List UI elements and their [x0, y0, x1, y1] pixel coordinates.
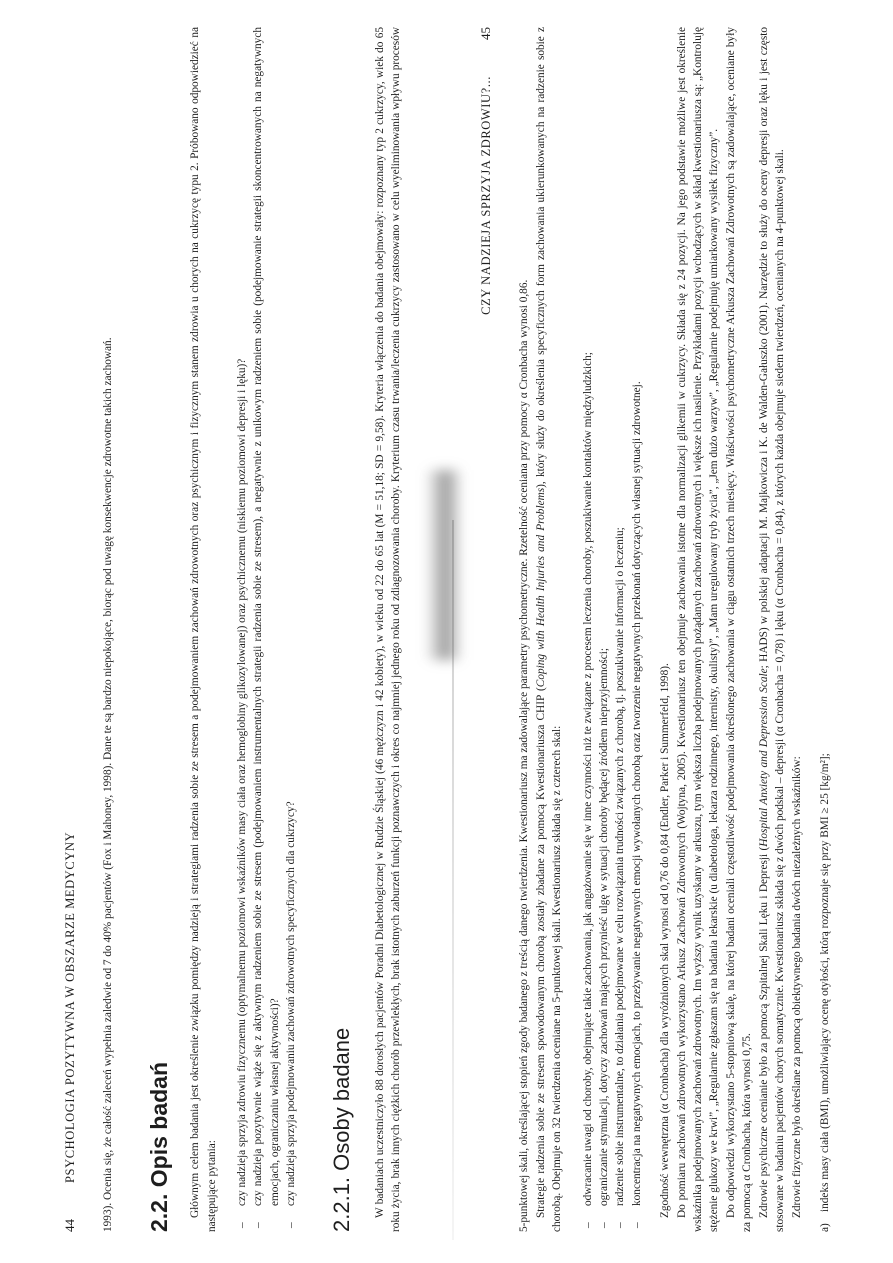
indicator-item	[817, 27, 833, 1232]
left-running-title: PSYCHOLOGIA POZYTYWNA W OBSZARZE MEDYCYNY	[63, 831, 77, 1183]
research-question: – czy nadzieja sprzyja zdrowiu fizycznemu (optymalnemu poziomowi wskaźników masy ciała oraz hemoglobiny glikozylowanej) oraz psychicznemu (niskiemu poziomowi depresji i lęku)?	[234, 27, 250, 1232]
subsection-heading-osoby-badane: 2.2.1. Osoby badane	[328, 1027, 354, 1232]
right-page	[478, 27, 858, 1232]
hads-text-after: ; HADS) w polskiej adaptacji M. Majkowicza i K. de Walden-Gałuszko (2001). Narzędzie to służy do oceny depresji oraz lęku i jest często stosowane w badaniu pacjentów chorych somatycznie. Kwestionariusz składa się z dwóch podskal – depresji (α Cronbacha = 0,78) i lęku (α Cronbacha = 0,84), z których każda obejmuje siedem twierdzeń, ocenianych na 4-punktowej skali.	[757, 27, 787, 1232]
left-page-number: 44	[62, 1219, 77, 1232]
hads-text-before: Zdrowie psychiczne ocenianie było za pomocą Szpitalnej Skali Lęku i Depresji (	[757, 846, 770, 1218]
section-paragraph: Głównym celem badania jest określenie związku pomiędzy nadzieją i strategiami radzenia sobie ze stresem a podejmowaniem zachowań zdrowotnych oraz psychicznym i fizycznym stanem zdrowia u chorych na cukrzycę typu 2. Próbowano odpowiedzieć na następujące pytania:	[189, 27, 218, 1232]
indicator-marker: a)	[818, 1223, 831, 1232]
chip-scales-list	[580, 27, 646, 1232]
binding-line	[452, 520, 454, 1240]
right-running-title: CZY NADZIEJA SPRZYJA ZDROWIU?...	[479, 76, 493, 315]
right-running-head	[478, 27, 494, 1232]
hads-full-name: Hospital Anxiety and Depression Scale	[757, 668, 770, 847]
research-question: – czy nadzieja pozytywnie wiąże się z aktywnym radzeniem sobie ze stresem (podejmowaniem instrumentalnych strategii radzenia sobie ze stresem), a negatywnie z unikowym radzeniem sobie (podejmowanie strategii skoncentrowanych na negatywnych emocjach, ograniczaniu własnej aktywności)?	[250, 27, 283, 1232]
chip-scale-item: – ograniczanie stymulacji, dotyczy zachowań mających przynieść ulgę w sytuacji choroby będącej źródłem nieprzyjemności;	[596, 27, 612, 1232]
chip-paragraph	[533, 27, 566, 1232]
research-question: – czy nadzieja sprzyja podejmowaniu zachowań zdrowotnych specyficznych dla cukrzycy?	[283, 27, 299, 1232]
answer-scale-paragraph: Do odpowiedzi wykorzystano 5-stopniową skalę, na której badani oceniali częstotliwość podejmowania określonego zachowania w ciągu ostatnich trzech miesięcy. Właściwości psychometryczne Arkusza Zachowań Zdrowotnych są zadowalające, oceniane były za pomocą α Cronbacha, która wynosi 0,75.	[724, 27, 754, 1232]
binding-shadow	[425, 470, 463, 660]
chip-scale-item: – radzenie sobie instrumentalne, to działania podejmowane w celu rozwiązania trudności związanych z chorobą, tj. poszukiwanie informacji o leczeniu;	[612, 27, 628, 1232]
indicators-list	[817, 27, 833, 1232]
health-behaviour-paragraph: Do pomiaru zachowań zdrowotnych wykorzystano Arkusz Zachowań Zdrowotnych (Wojtyna, 2005). Kwestionariusz ten obejmuje zachowania istotne dla normalizacji glikemii w cukrzycy. Składa się z 24 pozycji. Na jego podstawie możliwe jest określenie wskaźnika podejmowanych zachowań zdrowotnych. Im wyższy wynik uzyskany w arkuszu, tym większa liczba podejmowanych pożądanych zachowań zdrowotnych i większe ich nasilenie. Przykładami pozycji wchodzących w skład kwestionariusza są: „Kontroluję stężenie glukozy we krwi”, „Regularnie zgłaszam się na badania lekarskie (u diabetologa, lekarza rodzinnego, internisty, okulisty)”, „Mam uregulowany tryb życia”, „Jem dużo warzyw”, „Regularnie podejmuję umiarkowany wysiłek fizyczny”.	[675, 27, 721, 1232]
chip-scale-item: – odwracanie uwagi od choroby, obejmujące takie zachowania, jak angażowanie się w inne czynności niż te związane z procesem leczenia choroby, poszukiwanie kontaktów międzyludzkich;	[580, 27, 596, 1232]
left-intro-paragraph: 1993). Ocenia się, że całość zaleceń wypełnia zaledwie od 7 do 40% pacjentów (Fox i Mahoney, 1998). Dane te są bardzo niepokojące, biorąc pod uwagę konsekwencje zdrowotne takich zachowań.	[102, 337, 115, 1232]
left-page	[62, 27, 402, 1232]
physical-health-paragraph: Zdrowie fizyczne było określane za pomocą obiektywnego badania dwóch niezależnych wskaźników:	[790, 756, 803, 1218]
hope-scale-continuation: 5-punktowej skali, określającej stopień zgody badanego z treścią danego twierdzenia. Kwestionariusz ma zadowalające parametry psychometryczne. Rzetelność oceniana przy pomocy α Cronbacha wynosi 0,86.	[518, 279, 531, 1232]
right-page-number: 45	[478, 27, 493, 40]
left-running-head	[62, 27, 78, 1232]
reliability-paragraph: Zgodność wewnętrzna (α Cronbacha) dla wyróżnionych skal wynosi od 0,76 do 0,84 (Endler, Parker i Summerfeld, 1998).	[659, 663, 672, 1218]
chip-text-before: Strategie radzenia sobie ze stresem spowodowanym chorobą zostały zbadane za pomocą Kwestionariusza CHIP (	[534, 687, 547, 1218]
chip-full-name: Coping with Health Injuries and Problems	[534, 487, 547, 688]
participants-paragraph: W badaniach uczestniczyło 88 dorosłych pacjentów Poradni Diabetologicznej w Rudzie Śląskiej (46 mężczyzn i 42 kobiety), w wieku od 22 do 65 lat (M = 51,18; SD = 9,58). Kryteria włączenia do badania obejmowały: rozpoznany typ 2 cukrzycy, wiek do 65 roku życia, brak innych ciężkich chorób przewlekłych, brak istotnych zaburzeń funkcji poznawczych i okres co najmniej jednego roku od zdiagnozowania choroby. Kryterium czasu trwania/leczenia cukrzycy zastosowano w celu wyeliminowania wpływu procesów	[374, 27, 402, 1232]
section-heading-opis-badan: 2.2. Opis badań	[145, 1062, 172, 1232]
chip-text-after: ), który służy do określenia specyficznych form zachowania ukierunkowanych na radzenie sobie z chorobą. Obejmuje on 32 twierdzenia oceniane na 5-punktowej skali. Kwestionariusz składa się z czterech skal:	[534, 27, 564, 1232]
hads-paragraph	[756, 27, 789, 1232]
chip-scale-item: – koncentracja na negatywnych emocjach, to przeżywanie negatywnych emocji wywołanych chorobą oraz tworzenie negatywnych przekonań dotyczących własnej sytuacji zdrowotnej.	[629, 27, 645, 1232]
indicator-text: indeks masy ciała (BMI), umożliwiający ocenę otyłości, którą rozpoznaje się przy BMI ≥ 25 [kg/m²];	[818, 753, 831, 1212]
research-questions-list	[234, 27, 300, 1232]
